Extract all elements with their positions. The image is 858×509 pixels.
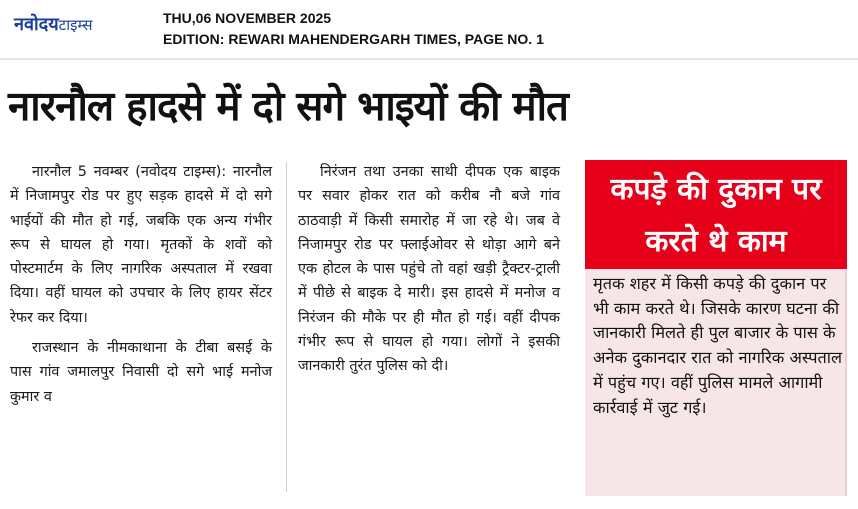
column-2-paragraph-1: निरंजन तथा उनका साथी दीपक एक बाइक पर सवार होकर रात को करीब नौ बजे गांव ठाठवाड़ी में किसी समारोह में जा रहे थे। जब वे निजामपुर रोड पर फ्लाईओवर से थोड़ा आगे बने एक होटल के पास पहुंचे तो वहां खड़ी ट्रैक्टर-ट्राली में पीछे से बाइक दे मारी। इस हादसे में मनोज व निरंजन की मौके पर ही मौत हो गई। वहीं दीपक गंभीर रूप से घायल हो गया। लोगों ने इसकी जानकारी तुरंत पुलिस को दी। [298,164,560,375]
masthead [0,0,858,56]
header-divider [0,58,858,60]
logo-main-text: नवोदय [14,14,59,35]
logo-sub-text: टाइम्स [58,16,93,34]
article-headline: नारनौल हादसे में दो सगे भाइयों की मौत [8,82,568,130]
article-column-2 [298,160,560,379]
column-divider [286,162,287,492]
edition-meta [163,8,544,50]
newspaper-logo [14,12,93,36]
date-line: THU,06 NOVEMBER 2025 [163,10,332,26]
sidebar-body: मृतक शहर में किसी कपड़े की दुकान पर भी काम करते थे। जिसके कारण घटना की जानकारी मिलते ही पुल बाजार के पास के अनेक दुकानदार रात को नागरिक अस्पताल में पहुंच गए। वहीं पुलिस मामले आगामी कार्रवाई में जुट गई। [593,274,843,417]
sidebar-subhead: कपड़े की दुकान पर करते थे काम [585,160,847,269]
article-column-1 [10,160,272,409]
edition-line: EDITION: REWARI MAHENDERGARH TIMES, PAGE NO. 1 [163,31,544,47]
column-1-paragraph-2: राजस्थान के नीमकाथाना के टीबा बसई के पास गांव जमालपुर निवासी दो सगे भाई मनोज कुमार व [10,340,272,405]
column-1-paragraph-1: नारनौल 5 नवम्बर (नवोदय टाइम्स): नारनौल में निजामपुर रोड पर हुए सड़क हादसे में दो सगे भाईयों की मौत हो गई, जबकि एक अन्य गंभीर रूप से घायल हो गया। मृतकों के शवों को पोस्टमार्टम के लिए नागरिक अस्पताल में रखवा दिया। वहीं घायल को उपचार के लिए हायर सेंटर रेफर कर दिया। [10,164,272,326]
